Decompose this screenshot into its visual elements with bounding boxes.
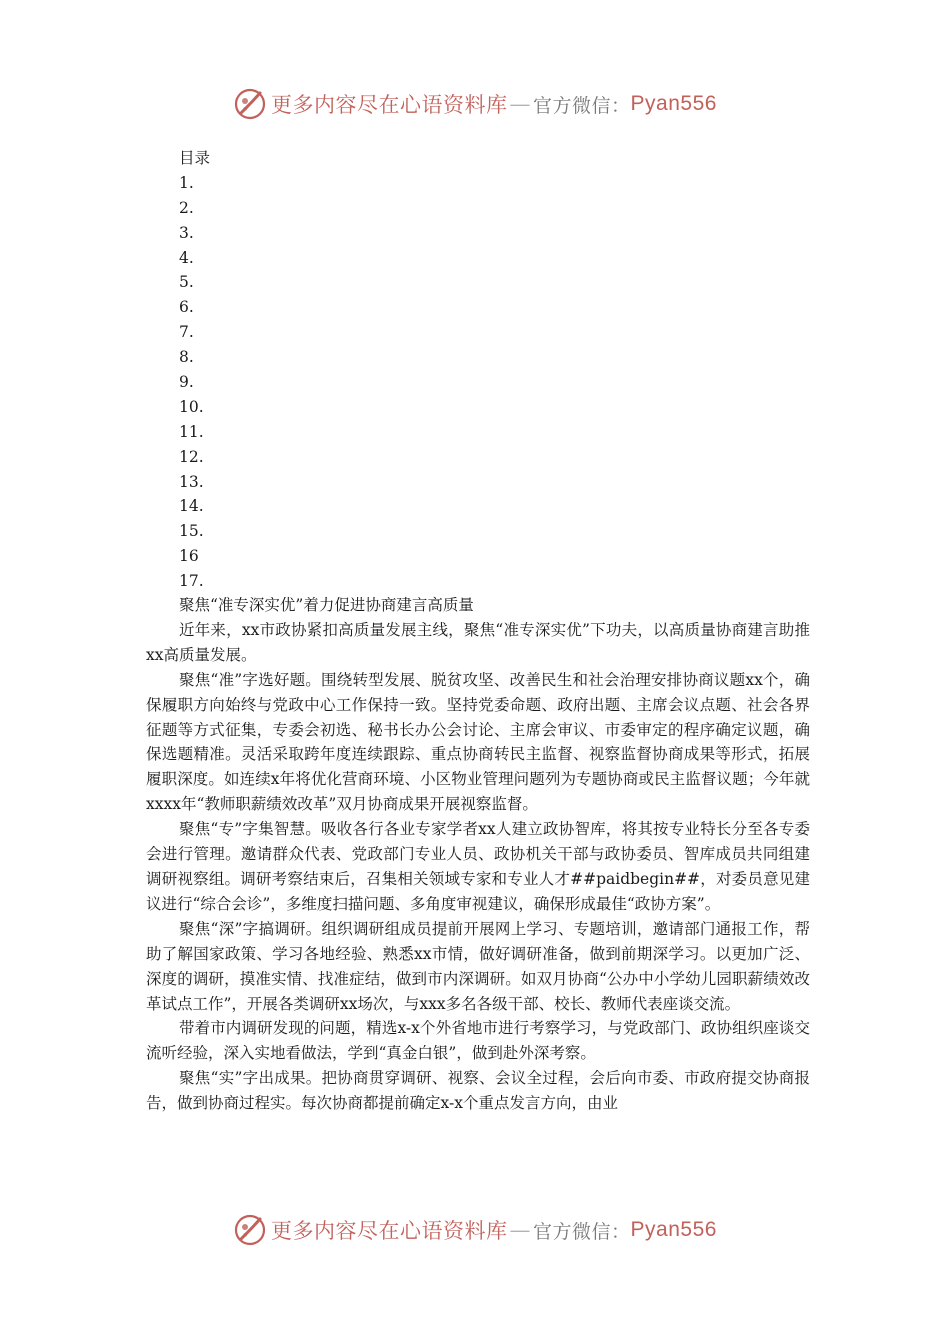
- toc-item: 7.: [179, 323, 194, 342]
- toc-item: 12.: [179, 447, 204, 466]
- paragraph-shi: 聚焦“实”字出成果。把协商贯穿调研、视察、会议全过程，会后向市委、市政府提交协商报告，做到协商过程实。每次协商都提前确定x-x个重点发言方向，由业: [146, 1069, 810, 1113]
- banner-dash: —: [509, 1218, 532, 1242]
- toc-item: 17.: [179, 572, 204, 591]
- toc-item: 8.: [179, 348, 194, 367]
- paragraph-intro: 近年来，xx市政协紧扣高质量发展主线，聚焦“准专深实优”下功夫，以高质量协商建言助推xx高质量发展。: [146, 620, 810, 664]
- toc-item: 1.: [179, 173, 194, 192]
- toc-item: 9.: [179, 373, 194, 392]
- toc-item: 15.: [179, 522, 204, 541]
- article-title: 聚焦“准专深实优”着力促进协商建言高质量: [179, 596, 474, 614]
- toc-item: 3.: [179, 223, 194, 242]
- toc-item: 4.: [179, 248, 194, 267]
- toc-item: 5.: [179, 273, 194, 292]
- toc-item: 11.: [179, 422, 204, 441]
- toc-item: 16: [179, 547, 199, 566]
- toc-item: 14.: [179, 497, 204, 516]
- toc-item: 10.: [179, 397, 204, 416]
- banner-wechat-id: Pyan556: [630, 92, 717, 115]
- toc-item: 13.: [179, 472, 204, 491]
- paragraph-zhun: 聚焦“准”字选好题。围绕转型发展、脱贫攻坚、改善民生和社会治理安排协商议题xx个，确保履职方向始终与党政中心工作保持一致。坚持党委命题、政府出题、主席会议点题、社会各界征题等方式征集，专委会初选、秘书长办公会讨论、主席会审议、市委审定的程序确定议题，确保选题精准。灵活采取跨年度连续跟踪、重点协商转民主监督、视察监督协商成果等形式，拓展履职深度。如连续x年将优化营商环境、小区物业管理问题列为专题协商或民主监督议题；今年就xxxx年“教师职薪绩效改革”双月协商成果开展视察监督。: [146, 670, 810, 814]
- brush-logo-icon: [233, 1213, 267, 1247]
- toc-item: 6.: [179, 298, 194, 317]
- banner-title: 更多内容尽在心语资料库: [271, 1219, 508, 1243]
- banner-title: 更多内容尽在心语资料库: [271, 93, 508, 117]
- banner-wechat-label: 官方微信：: [533, 94, 631, 117]
- banner-wechat-label: 官方微信：: [533, 1220, 631, 1243]
- article-body: [146, 593, 810, 1116]
- header-banner: [0, 84, 950, 124]
- toc-item: 2.: [179, 198, 194, 217]
- footer-banner: [0, 1210, 950, 1250]
- toc-title: 目录: [179, 149, 211, 167]
- paragraph-kaocha: 带着市内调研发现的问题，精选x-x个外省地市进行考察学习，与党政部门、政协组织座谈交流听经验，深入实地看做法，学到“真金白银”，做到赴外深考察。: [146, 1019, 810, 1063]
- table-of-contents: [179, 146, 210, 594]
- banner-dash: —: [509, 92, 532, 116]
- paragraph-shen: 聚焦“深”字搞调研。组织调研组成员提前开展网上学习、专题培训，邀请部门通报工作，帮助了解国家政策、学习各地经验、熟悉xx市情，做好调研准备，做到前期深学习。以更加广泛、深度的调研，摸准实情、找准症结，做到市内深调研。如双月协商“公办中小学幼儿园职薪绩效改革试点工作”，开展各类调研xx场次，与xxx多名各级干部、校长、教师代表座谈交流。: [146, 919, 810, 1013]
- brush-logo-icon: [233, 87, 267, 121]
- paragraph-zhuan: 聚焦“专”字集智慧。吸收各行各业专家学者xx人建立政协智库，将其按专业特长分至各专委会进行管理。邀请群众代表、党政部门专业人员、政协机关干部与政协委员、智库成员共同组建调研视察组。调研考察结束后，召集相关领域专家和专业人才##paidbegin##，对委员意见建议进行“综合会诊”，多维度扫描问题、多角度审视建议，确保形成最佳“政协方案”。: [146, 820, 810, 913]
- banner-wechat-id: Pyan556: [630, 1218, 717, 1241]
